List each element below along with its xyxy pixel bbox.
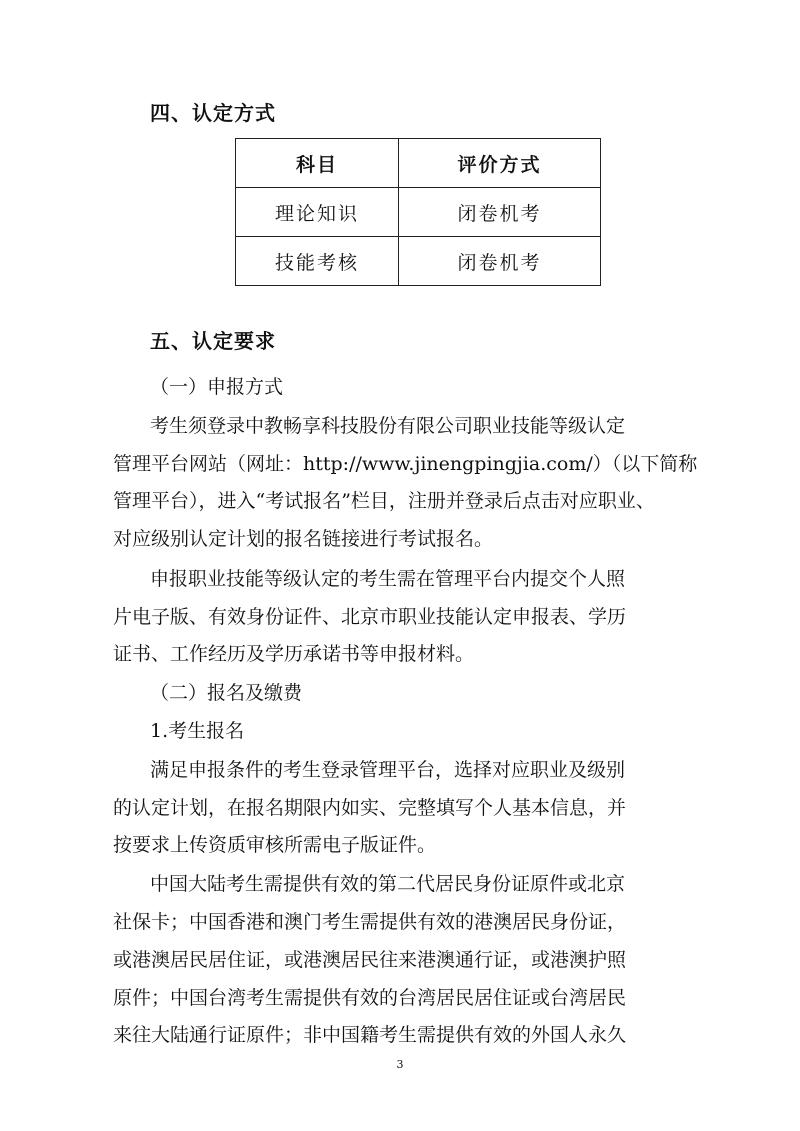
paragraph-line: 满足申报条件的考生登录管理平台，选择对应职业及级别 [150,759,626,781]
page-number: 3 [396,1058,404,1071]
subheading-application-method: （一）申报方式 [150,376,284,398]
paragraph-line: 片电子版、有效身份证件、北京市职业技能认定申报表、学历 [113,606,627,628]
paragraph-line: 按要求上传资质审核所需电子版证件。 [113,834,437,856]
paragraph-line: 来往大陆通行证原件；非中国籍考生需提供有效的外国人永久 [113,1024,627,1046]
table-row [236,188,601,237]
section-heading-certification-method: 四、认定方式 [150,101,276,125]
paragraph-line: 申报职业技能等级认定的考生需在管理平台内提交个人照 [150,568,626,590]
subheading-registration-payment: （二）报名及缴费 [150,682,303,704]
table-header-evaluation: 评价方式 [399,139,601,188]
paragraph-line: 管理平台网站（网址：http://www.jinengpingjia.com/）（以下简称 [113,453,698,475]
table-cell-subject: 技能考核 [236,237,399,286]
paragraph-line: 的认定计划，在报名期限内如实、完整填写个人基本信息，并 [113,797,627,819]
certification-method-table [235,138,601,286]
table-row [236,237,601,286]
paragraph-line: 或港澳居民居住证，或港澳居民往来港澳通行证，或港澳护照 [113,949,627,971]
table-cell-evaluation: 闭卷机考 [399,188,601,237]
paragraph-line: 对应级别认定计划的报名链接进行考试报名。 [113,528,494,550]
section-heading-certification-requirements: 五、认定要求 [150,329,276,353]
subheading-candidate-registration: 1.考生报名 [150,720,245,742]
table-cell-subject: 理论知识 [236,188,399,237]
paragraph-line: 管理平台），进入“考试报名”栏目，注册并登录后点击对应职业、 [113,490,655,512]
table-header-row [236,139,601,188]
paragraph-line: 证书、工作经历及学历承诺书等申报材料。 [113,643,475,665]
table-header-subject: 科目 [236,139,399,188]
paragraph-line: 考生须登录中教畅享科技股份有限公司职业技能等级认定 [150,415,626,437]
table-cell-evaluation: 闭卷机考 [399,237,601,286]
paragraph-line: 社保卡；中国香港和澳门考生需提供有效的港澳居民身份证， [113,911,627,933]
paragraph-line: 中国大陆考生需提供有效的第二代居民身份证原件或北京 [150,873,626,895]
paragraph-line: 原件；中国台湾考生需提供有效的台湾居民居住证或台湾居民 [113,987,627,1009]
